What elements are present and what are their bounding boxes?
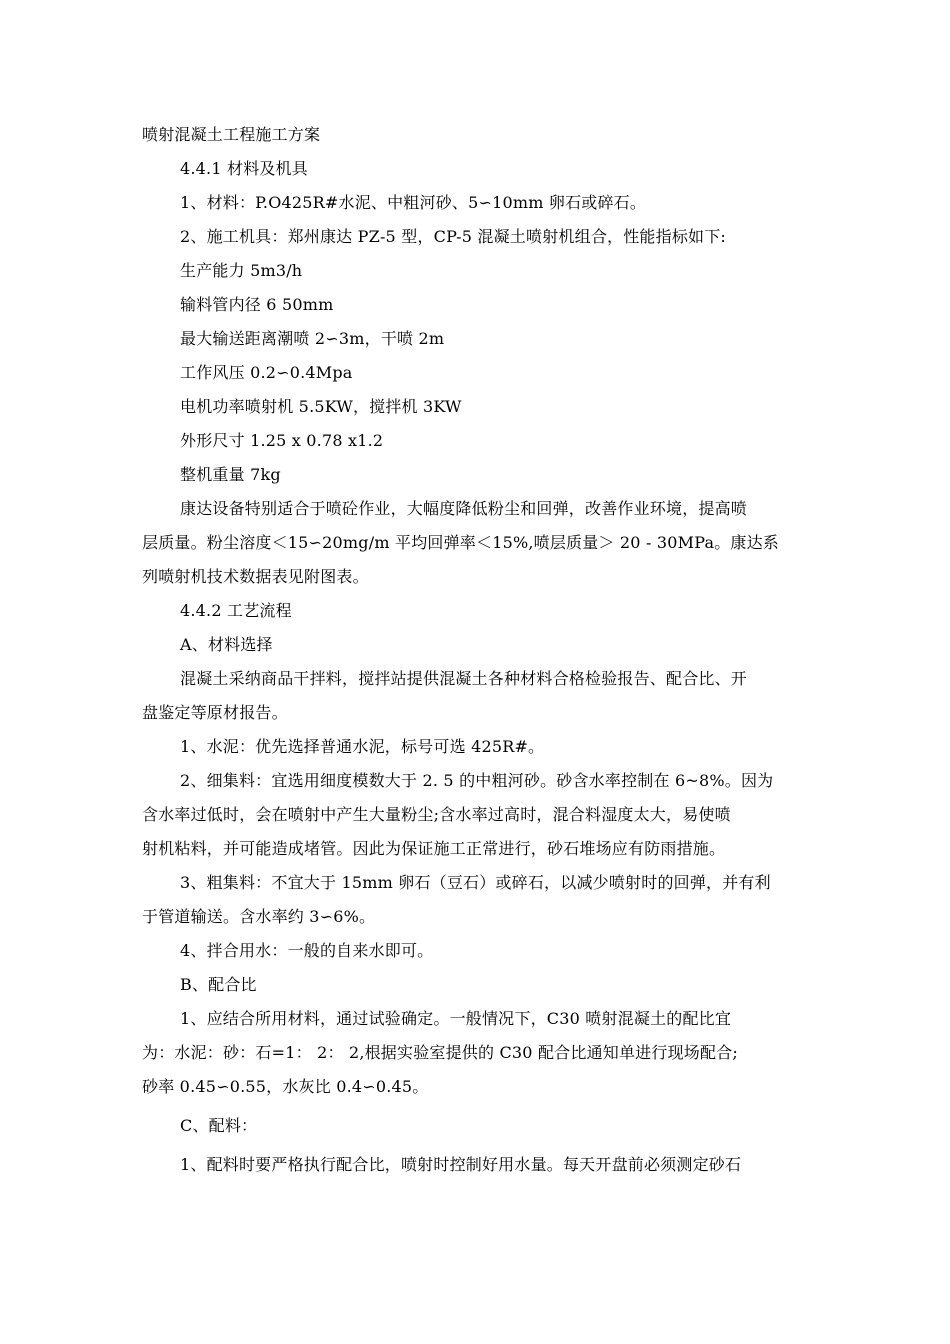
spec-line: 工作风压 0.2∽0.4Mpa — [180, 363, 353, 382]
text-line: 2、细集料：宜选用细度模数大于 2. 5 的中粗河砂。砂含水率控制在 6~8%。因为 — [180, 771, 774, 790]
spec-line: 整机重量 7kg — [180, 465, 281, 484]
text-line: 1、配料时要严格执行配合比，喷射时控制好用水量。每天开盘前必须测定砂石 — [180, 1155, 742, 1174]
text-line: 盘鉴定等原材报告。 — [142, 703, 288, 722]
text-line: 列喷射机技术数据表见附图表。 — [142, 567, 369, 586]
text-line: 于管道输送。含水率约 3∽6%。 — [142, 907, 376, 926]
text-line: 1、应结合所用材料，通过试验确定。一般情况下，C30 喷射混凝土的配比宜 — [180, 1009, 732, 1028]
section-heading-4-4-1: 4.4.1 材料及机具 — [180, 159, 308, 178]
text-line: 1、材料：P.O425R#水泥、中粗河砂、5∽10mm 卵石或碎石。 — [180, 193, 647, 212]
text-line: 3、粗集料：不宜大于 15mm 卵石（豆石）或碎石，以减少喷射时的回弹，并有利 — [180, 873, 771, 892]
spec-line: 生产能力 5m3/h — [180, 261, 303, 280]
spec-line: 外形尺寸 1.25 x 0.78 x1.2 — [180, 431, 384, 450]
spec-line: 最大输送距离潮喷 2∽3m，干喷 2m — [180, 329, 445, 348]
text-line: 射机粘料，并可能造成堵管。因此为保证施工正常进行，砂石堆场应有防雨措施。 — [142, 839, 726, 858]
document-title: 喷射混凝土工程施工方案 — [142, 125, 321, 144]
document-page — [142, 118, 818, 1182]
text-line: 4、拌合用水：一般的自来水即可。 — [180, 941, 434, 960]
text-line: 混凝土采纳商品干拌料，搅拌站提供混凝土各种材料合格检验报告、配合比、开 — [180, 669, 748, 688]
text-line: 含水率过低时，会在喷射中产生大量粉尘;含水率过高时，混合料湿度太大，易使喷 — [142, 805, 731, 824]
spec-line: 电机功率喷射机 5.5KW，搅拌机 3KW — [180, 397, 462, 416]
text-line: 层质量。粉尘溶度＜15∽20mg/m 平均回弹率＜15%,喷层质量＞ 20 - 30MPa。康达系 — [142, 533, 779, 552]
text-line: 为：水泥：砂：石=1： 2： 2,根据实验室提供的 C30 配合比通知单进行现场配合; — [142, 1043, 738, 1062]
spec-line: 输料管内径 6 50mm — [180, 295, 334, 314]
section-heading-4-4-2: 4.4.2 工艺流程 — [180, 601, 292, 620]
subheading-a: A、材料选择 — [180, 635, 273, 654]
text-line: 1、水泥：优先选择普通水泥，标号可选 425R#。 — [180, 737, 545, 756]
text-line: 康达设备特别适合于喷砼作业，大幅度降低粉尘和回弹，改善作业环境，提高喷 — [180, 499, 748, 518]
subheading-b: B、配合比 — [180, 975, 257, 994]
text-line: 砂率 0.45∽0.55，水灰比 0.4∽0.45。 — [142, 1077, 429, 1096]
subheading-c: C、配料： — [180, 1116, 258, 1135]
text-line: 2、施工机具：郑州康达 PZ-5 型，CP-5 混凝土喷射机组合，性能指标如下: — [180, 227, 727, 246]
